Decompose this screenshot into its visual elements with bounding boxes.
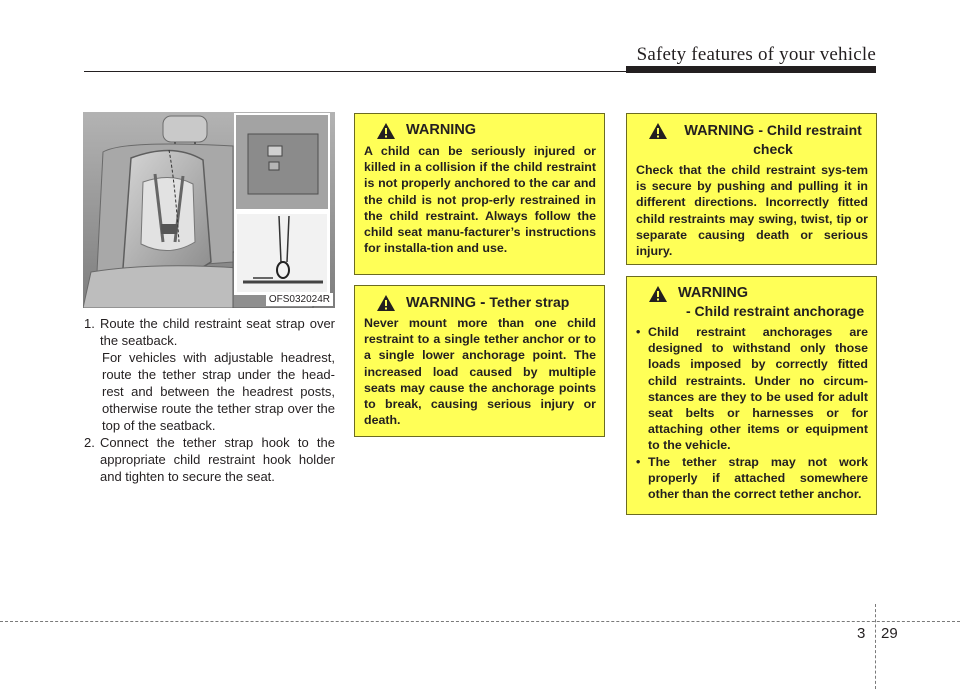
footer-rule	[0, 621, 960, 622]
warning-list	[636, 324, 868, 502]
warning-header	[636, 284, 868, 321]
warning-title	[678, 121, 868, 159]
warning-text: Never mount more than one child restraint to a single tether anchor or to a single lower anchorage point. The increased load caused by multiple seats may cause the anchorage points to break, causing serious injury or death.	[364, 316, 596, 428]
step-text: Route the child restraint seat strap over the seatback.	[100, 316, 335, 348]
warning-box-anchorage	[626, 276, 877, 515]
warning-header	[636, 121, 868, 159]
figure-code: OFS032024R	[266, 293, 333, 306]
warning-triangle-icon	[648, 285, 668, 303]
step-number: 1.	[84, 316, 95, 331]
warning-subtitle: - Child restraint check	[753, 122, 862, 157]
warning-header	[364, 293, 596, 312]
warning-title-dash: -	[480, 294, 486, 311]
warning-title-main: WARNING	[678, 285, 749, 301]
warning-triangle-icon	[648, 122, 668, 140]
list-item: • Child restraint anchorages are designed to withstand only those loads imposed by correctly fitted child restraints. Under no circum-stances are they to be used for adult seat belts or harnesses or for attaching other items or equipment to the vehicle.	[636, 324, 868, 454]
warning-box-collision	[354, 113, 605, 275]
warning-box-tether-strap	[354, 285, 605, 437]
crop-mark	[875, 604, 876, 689]
warning-subtitle: Tether strap	[489, 294, 570, 310]
child-seat-drawing	[83, 112, 335, 308]
header-rule-accent	[626, 66, 876, 73]
warning-triangle-icon	[376, 122, 396, 140]
warning-header	[364, 121, 596, 140]
list-item: • The tether strap may not work properly if attached somewhere other than the correct tether anchor.	[636, 454, 868, 503]
child-seat-illustration	[83, 112, 335, 308]
step-number: 2.	[84, 435, 95, 450]
warning-title-main: WARNING	[684, 123, 755, 139]
warning-title-main: WARNING	[406, 295, 477, 311]
step-note: For vehicles with adjustable headrest, route the tether strap under the head-rest and between the headrest posts, otherwise route the tether strap over the top of the seatback.	[102, 350, 335, 433]
warning-title	[406, 293, 569, 312]
warning-text: Check that the child restraint sys-tem is secure by pushing and pulling it in different directions. Incorrectly fitted child restraints may swing, twist, tip or separate causing death or serious injury.	[636, 163, 868, 259]
warning-subtitle: - Child restraint anchorage	[686, 303, 865, 319]
step-2	[84, 434, 335, 485]
warning-text: A child can be seriously injured or killed in a collision if the child restraint is not properly anchored to the car and the child is not prop-erly restrained in the child restraint. Always follow the child seat manu-facturer’s instructions for installa-tion and use.	[364, 144, 596, 256]
section-title: Safety features of your vehicle	[636, 44, 876, 65]
warning-triangle-icon	[376, 294, 396, 312]
step-text: Connect the tether strap hook to the appropriate child restraint hook holder and tighten to secure the seat.	[100, 435, 335, 484]
chapter-number: 3	[857, 625, 866, 642]
instruction-steps	[84, 315, 335, 485]
warning-title	[678, 284, 864, 321]
step-1	[84, 315, 335, 434]
page-number: 29	[881, 625, 898, 642]
warning-box-restraint-check	[626, 113, 877, 265]
warning-title: WARNING	[406, 122, 477, 138]
